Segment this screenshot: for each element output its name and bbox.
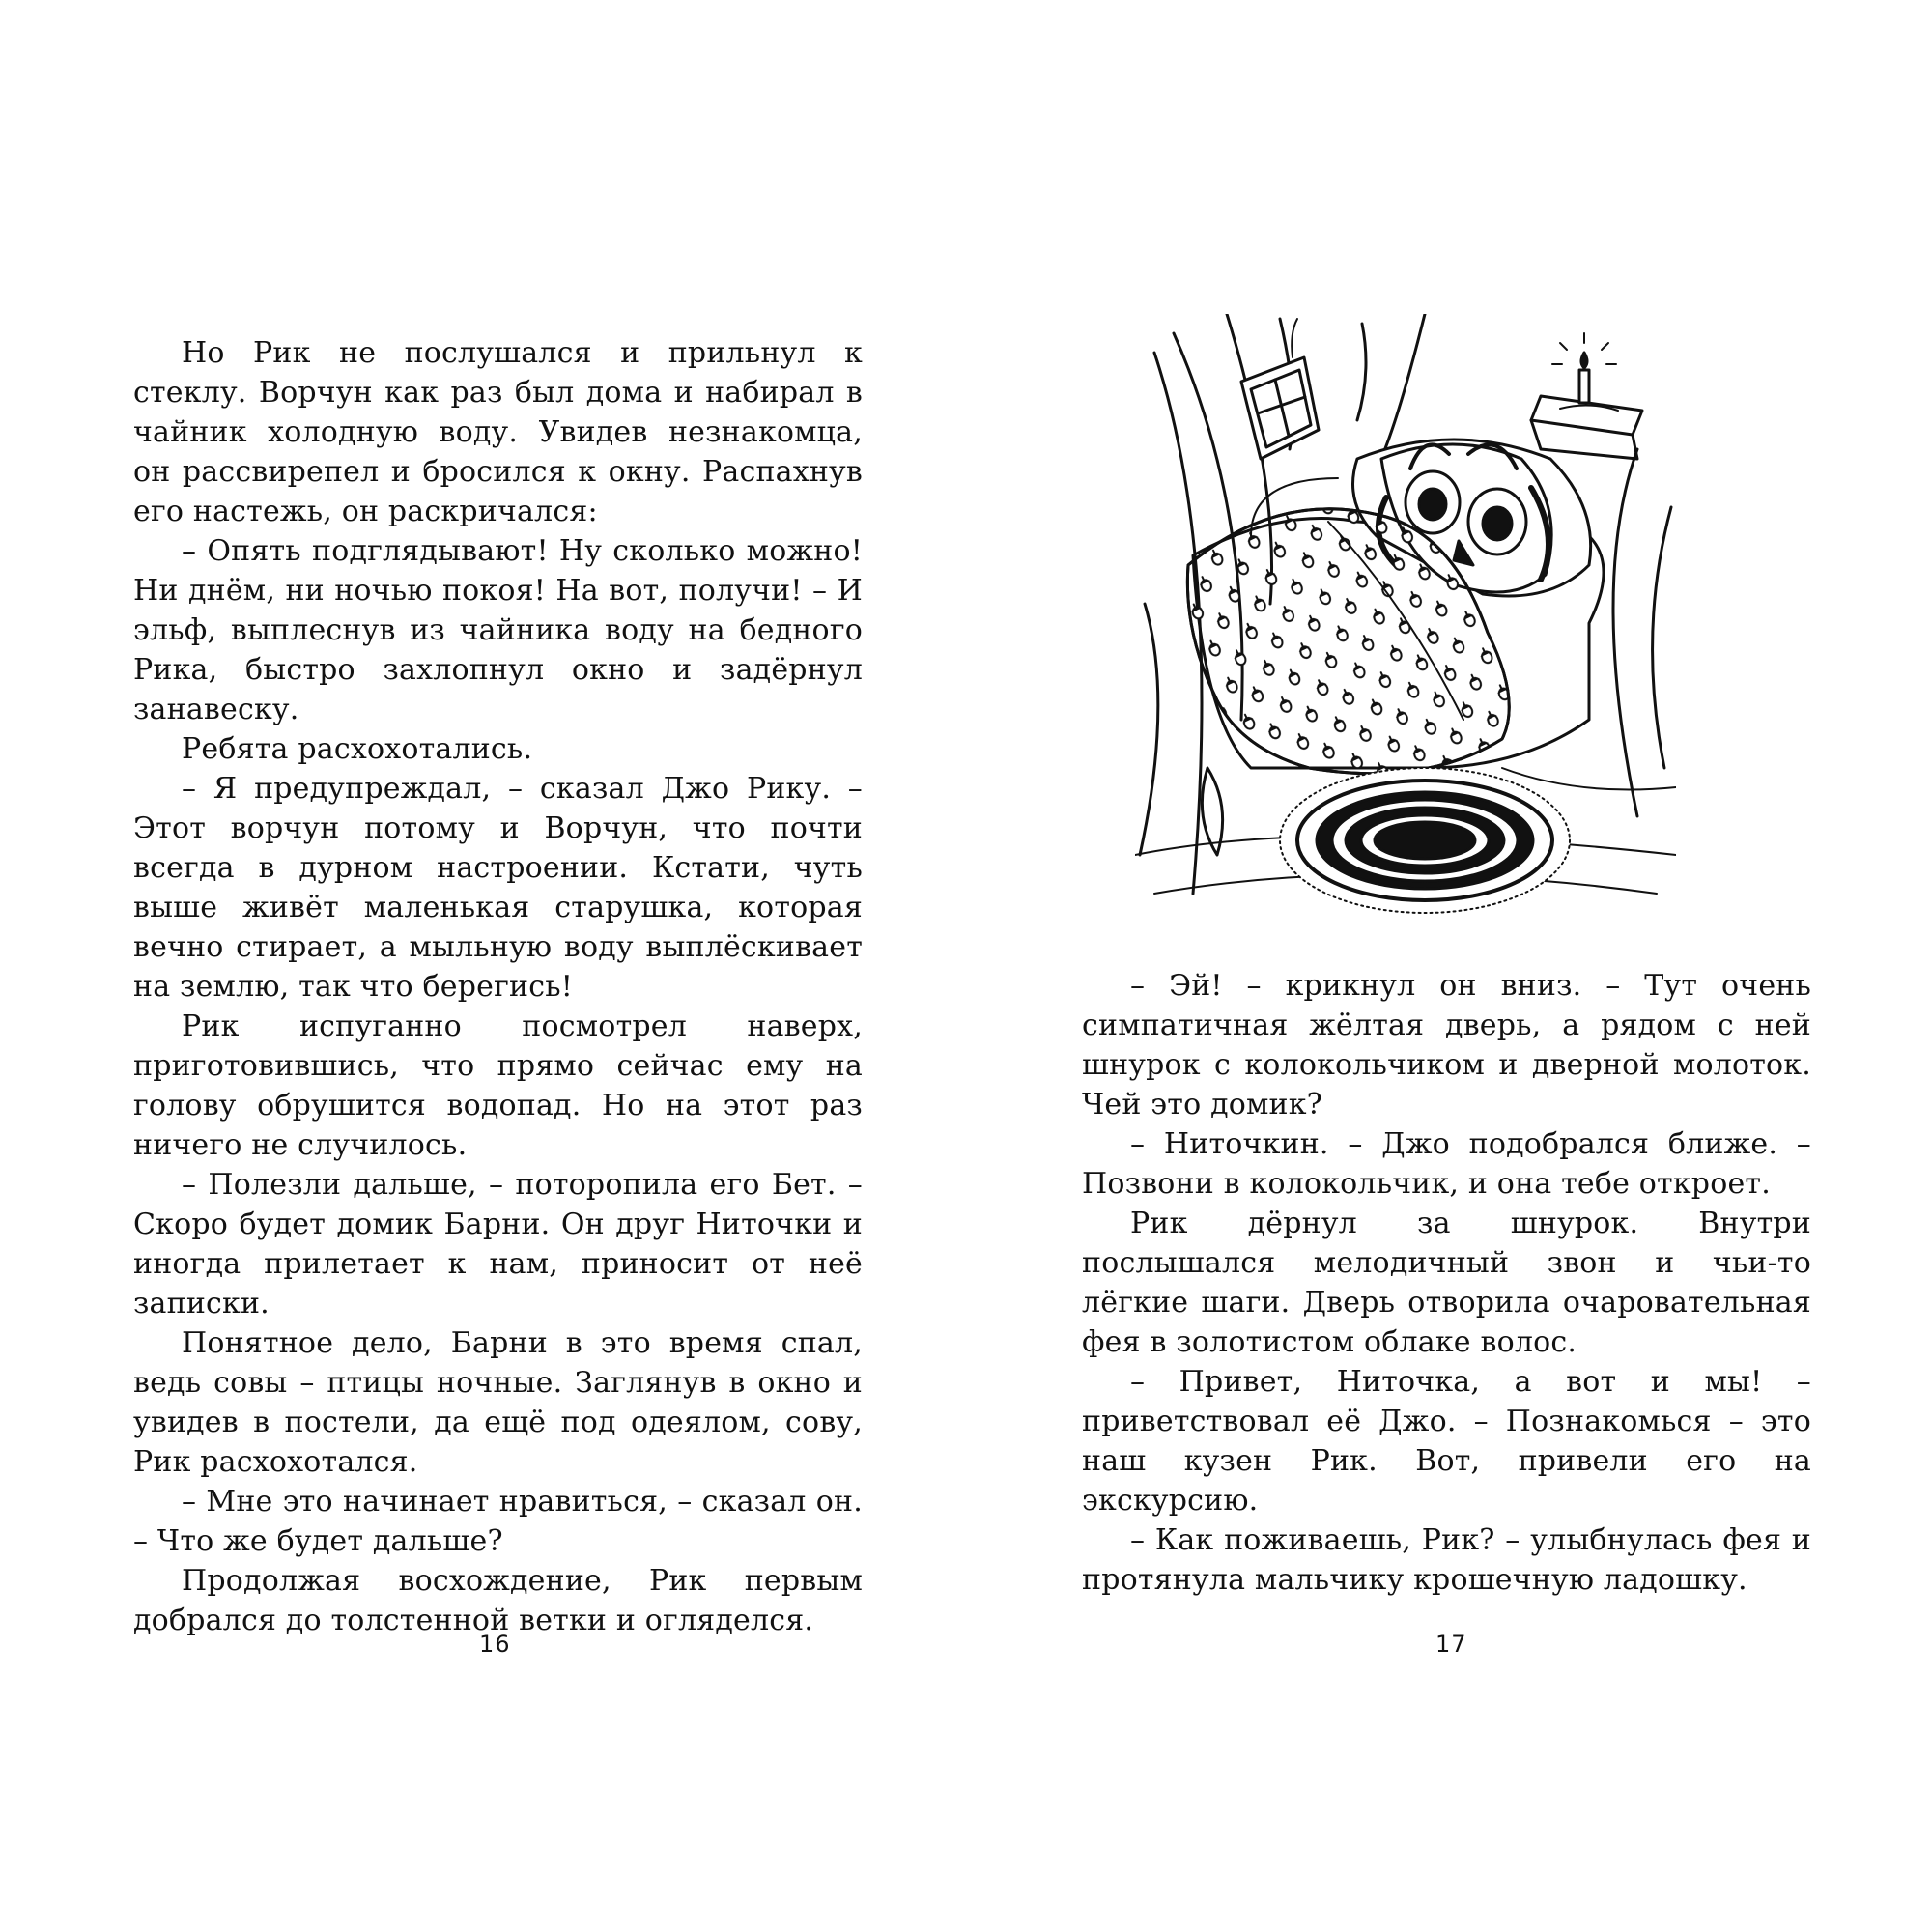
rug-icon [1280, 768, 1570, 913]
window-icon [1241, 319, 1319, 459]
paragraph: – Мне это начинает нравиться, – сказал он. – Что же будет дальше? [133, 1485, 863, 1558]
paragraph: – Ниточкин. – Джо подобрался ближе. – Позвони в колокольчик, и она тебе откроет. [1082, 1127, 1811, 1201]
paragraph: Понятное дело, Барни в это время спал, ведь совы – птицы ночные. Заглянув в окно и увидев в постели, да ещё под одеялом, сову, Рик расхохотался. [133, 1326, 863, 1479]
tree-stroke [1357, 324, 1366, 420]
paragraph: – Привет, Ниточка, а вот и мы! – приветствовал её Джо. – Познакомься – это наш кузен Рик. Вот, привели его на экскурсию. [1082, 1365, 1811, 1518]
paragraph: – Я предупреждал, – сказал Джо Рику. – Этот ворчун потому и Ворчун, что почти всегда в дурном настроении. Кстати, чуть выше живёт маленькая старушка, которая вечно стирает, а мыльную воду выплёскивает на землю, так что берегись! [133, 772, 863, 1004]
candle-icon [1531, 333, 1642, 459]
paragraph: – Эй! – крикнул он вниз. – Тут очень симпатичная жёлтая дверь, а рядом с ней шнурок с колокольчиком и дверной молоток. Чей это домик? [1082, 969, 1811, 1122]
owl-in-bed-illustration [1135, 314, 1676, 932]
paragraph: Но Рик не послушался и прильнул к стеклу. Ворчун как раз был дома и набирал в чайник холодную воду. Увидев незнакомца, он рассвирепел и бросился к окну. Распахнув его настежь, он раскричался: [133, 336, 863, 528]
paragraph: – Как поживаешь, Рик? – улыбнулась фея и протянула мальчику крошечную ладошку. [1082, 1523, 1811, 1597]
page-number-right: 17 [1435, 1631, 1467, 1658]
tree-stroke [1613, 449, 1637, 816]
right-page [966, 0, 1932, 1932]
tree-stroke [1653, 507, 1671, 768]
right-page-text [1082, 966, 1811, 1600]
left-page-text [133, 333, 863, 1640]
tree-stroke [1140, 604, 1158, 855]
paragraph: Рик дёрнул за шнурок. Внутри послышался мелодичный звон и чьи-то лёгкие шаги. Дверь отворила очаровательная фея в золотистом облаке волос. [1082, 1207, 1811, 1359]
paragraph: Рик испуганно посмотрел наверх, приготовившись, что прямо сейчас ему на голову обрушится водопад. Но на этот раз ничего не случилось. [133, 1009, 863, 1162]
paragraph: – Полезли дальше, – поторопила его Бет. – Скоро будет домик Барни. Он друг Ниточки и иногда прилетает к нам, приносит от неё записки. [133, 1168, 863, 1321]
floor-line [1502, 768, 1676, 790]
paragraph: – Опять подглядывают! Ну сколько можно! Ни днём, ни ночью покоя! На вот, получи! – И эльф, выплеснув из чайника воду на бедного Рика, быстро захлопнул окно и задёрнул занавеску. [133, 534, 863, 726]
page-number-left: 16 [479, 1631, 511, 1658]
paragraph: Продолжая восхождение, Рик первым добрался до толстенной ветки и огляделся. [133, 1564, 863, 1637]
paragraph: Ребята расхохотались. [182, 732, 533, 766]
